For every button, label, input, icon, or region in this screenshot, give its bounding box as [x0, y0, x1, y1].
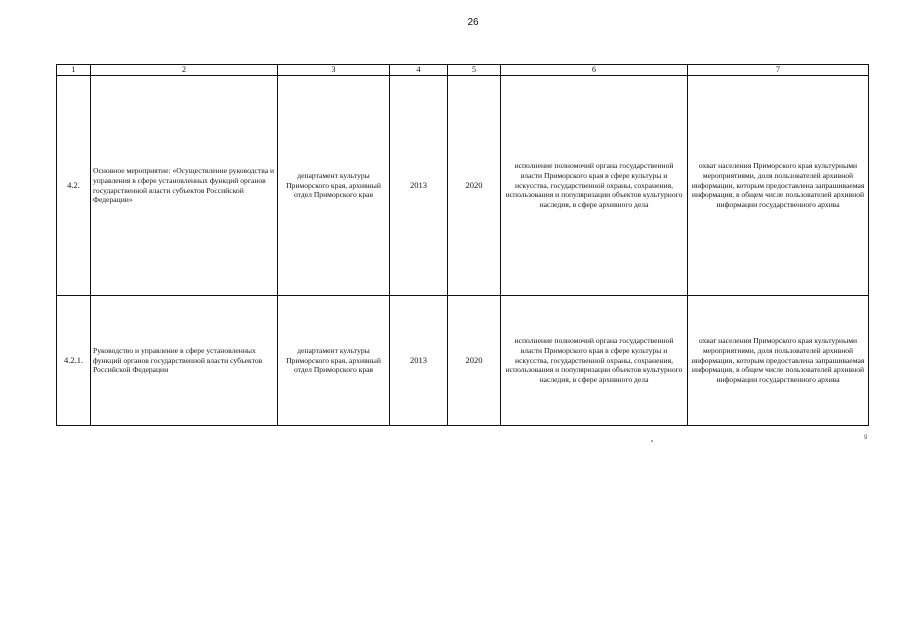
column-header: 5 [448, 65, 501, 76]
row-number: 4.2. [57, 76, 91, 296]
expected-result: исполнение полномочий органа государственной власти Приморского края в сфере культуры и искусства, государственной охраны, сохранения, использования и популяризации объектов культурного наследия, в сфере архивного дела [501, 76, 688, 296]
executor: департамент культуры Приморского края, архивный отдел Приморского края [278, 296, 390, 426]
column-header: 4 [390, 65, 448, 76]
activity-name: Основное мероприятие: «Осуществление руководства и управления в сфере установленных функций органов государственной власти субъектов Российской Федерации» [91, 76, 278, 296]
column-header: 1 [57, 65, 91, 76]
column-header: 6 [501, 65, 688, 76]
indicator: охват населения Приморского края культурными мероприятиями, доля пользователей архивной информации, которым предоставлена запрашиваемая информация, в общем числе пользователей архивной информации государственного архива [688, 76, 869, 296]
column-header: 2 [91, 65, 278, 76]
end-year: 2020 [448, 296, 501, 426]
column-number-row [57, 65, 869, 76]
page-number: 26 [467, 17, 479, 28]
expected-result: исполнение полномочий органа государственной власти Приморского края в сфере культуры и искусства, государственной охраны, сохранения, использования и популяризации объектов культурного наследия, в сфере архивного дела [501, 296, 688, 426]
column-header: 7 [688, 65, 869, 76]
activities-table [56, 64, 869, 426]
table-row [57, 76, 869, 296]
column-header: 3 [278, 65, 390, 76]
start-year: 2013 [390, 76, 448, 296]
corner-mark: 9 [864, 435, 868, 441]
end-year: 2020 [448, 76, 501, 296]
executor: департамент культуры Приморского края, архивный отдел Приморского края [278, 76, 390, 296]
scan-speck [651, 440, 653, 442]
start-year: 2013 [390, 296, 448, 426]
row-number: 4.2.1. [57, 296, 91, 426]
table-row [57, 296, 869, 426]
activity-name: Руководство и управление в сфере установленных функций органов государственной власти субъектов Российской Федерации [91, 296, 278, 426]
indicator: охват населения Приморского края культурными мероприятиями, доля пользователей архивной информации, которым предоставлена запрашиваемая информация, в общем числе пользователей архивной информации государственного архива [688, 296, 869, 426]
